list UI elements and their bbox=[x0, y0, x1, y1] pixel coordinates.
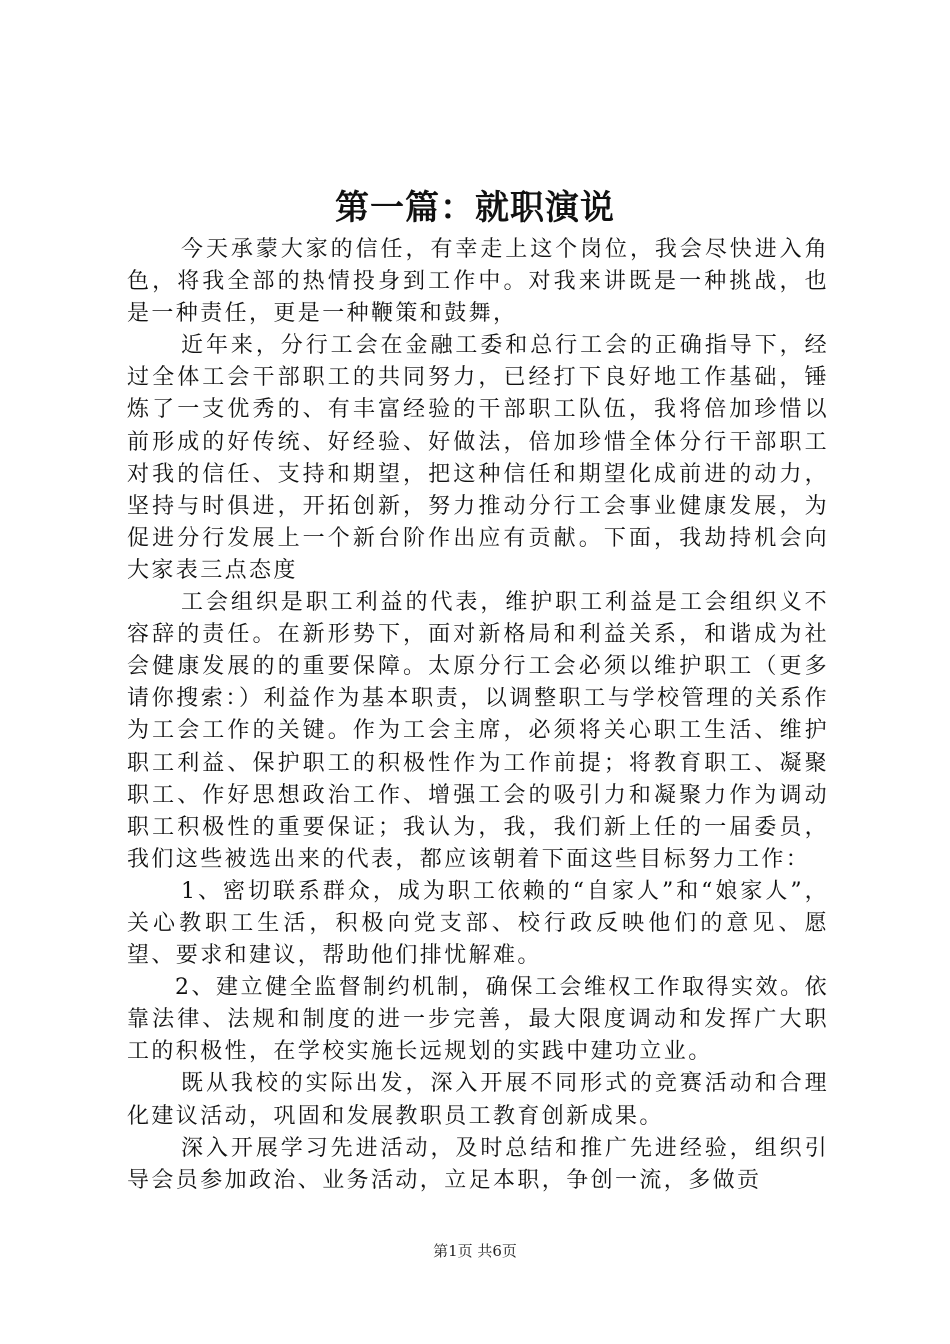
paragraph-6: 既从我校的实际出发，深入开展不同形式的竞赛活动和合理化建议活动，巩固和发展教职员工教育创新成果。 bbox=[127, 1071, 829, 1129]
page-number-footer: 第1页 共6页 bbox=[433, 1242, 517, 1260]
paragraph-7: 深入开展学习先进活动，及时总结和推广先进经验，组织引导会员参加政治、业务活动，立足本职，争创一流，多做贡 bbox=[127, 1135, 829, 1193]
paragraph-5: 2、建立健全监督制约机制，确保工会维权工作取得实效。依靠法律、法规和制度的进一步完善，最大限度调动和发挥广大职工的积极性，在学校实施长远规划的实践中建功立业。 bbox=[127, 975, 829, 1065]
paragraph-1: 今天承蒙大家的信任，有幸走上这个岗位，我会尽快进入角色，将我全部的热情投身到工作中。对我来讲既是一种挑战，也是一种责任，更是一种鞭策和鼓舞， bbox=[127, 237, 829, 327]
document-body bbox=[127, 234, 829, 1197]
paragraph-2: 近年来，分行工会在金融工委和总行工会的正确指导下，经过全体工会干部职工的共同努力，已经打下良好地工作基础，锤炼了一支优秀的、有丰富经验的干部职工队伍，我将倍加珍惜以前形成的好传统、好经验、好做法，倍加珍惜全体分行干部职工对我的信任、支持和期望，把这种信任和期望化成前进的动力，坚持与时俱进，开拓创新，努力推动分行工会事业健康发展，为促进分行发展上一个新台阶作出应有贡献。下面，我劫持机会向大家表三点态度 bbox=[127, 333, 829, 583]
document-title: 第一篇：就职演说 bbox=[335, 188, 615, 228]
paragraph-4: 1、密切联系群众，成为职工依赖的“自家人”和“娘家人”，关心教职工生活，积极向党支部、校行政反映他们的意见、愿望、要求和建议，帮助他们排忧解难。 bbox=[127, 878, 829, 969]
paragraph-3: 工会组织是职工利益的代表，维护职工利益是工会组织义不容辞的责任。在新形势下，面对新格局和利益关系，和谐成为社会健康发展的的重要保障。太原分行工会必须以维护职工（更多请你搜索：）利益作为基本职责，以调整职工与学校管理的关系作为工会工作的关键。作为工会主席，必须将关心职工生活、维护职工利益、保护职工的积极性作为工作前提；将教育职工、凝聚职工、作好思想政治工作、增强工会的吸引力和凝聚力作为调动职工积极性的重要保证；我认为，我，我们新上任的一届委员，我们这些被选出来的代表，都应该朝着下面这些目标努力工作： bbox=[127, 590, 829, 872]
